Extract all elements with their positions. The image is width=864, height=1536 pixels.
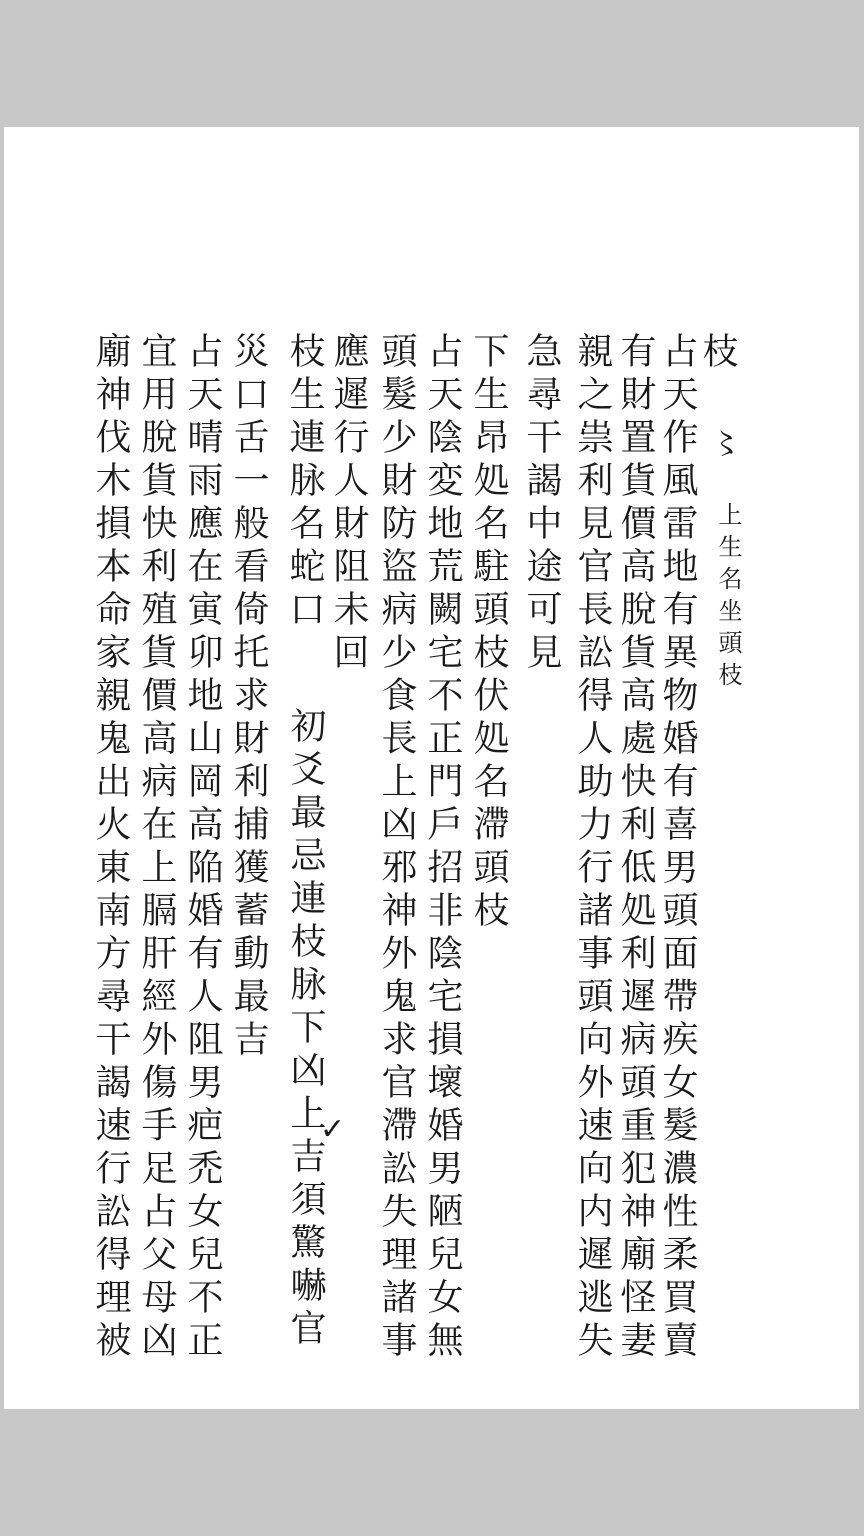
- section-heading: 上生名坐頭枝: [714, 502, 742, 694]
- text-column-5: 急尋干謁中途可見: [521, 332, 562, 676]
- heading-mark: 〻: [711, 427, 741, 462]
- text-column-1: 枝: [697, 332, 738, 375]
- manuscript-page: [4, 127, 859, 1409]
- text-column-13: 宜用脫貨快利殖貨價高病在上膈肝經外傷手足占父母凶: [136, 332, 177, 1364]
- text-column-12: 占天晴雨應在寅卯地山岡高陥婚有人阻男疤禿女兒不正: [182, 332, 223, 1364]
- text-column-4: 親之祟利見官長訟得人助力行諸事頭向外速向内遲逃失: [572, 332, 613, 1364]
- text-column-6: 下生昂処名駐頭枝伏処名滯頭枝: [468, 332, 509, 934]
- text-column-8: 頭髮少財防盜病少食長上凶邪神外鬼求官滯訟失理諸事: [376, 332, 417, 1364]
- text-column-7: 占天陰変地荒闕宅不正門戶招非陰宅損壞婚男陋兒女無: [422, 332, 463, 1364]
- text-column-11: 災口舌一般看倚托求財利捕獲蓄動最吉: [228, 332, 269, 1063]
- text-column-14: 廟神伐木損本命家親鬼出火東南方尋干謁速行訟得理被: [90, 332, 131, 1364]
- text-column-10: 枝生連脉名蛇口: [284, 332, 325, 633]
- text-column-3: 有財置貨價高脫貨高處快利低処利遲病頭重犯神廟怪妻: [615, 332, 656, 1364]
- text-column-2: 占天作風雷地有異物婚有喜男頭面帶疾女髮濃性柔買賣: [657, 332, 698, 1364]
- text-column-9: 應遲行人財阻未回: [328, 332, 369, 676]
- inner-note-column: 初爻最忌連枝脉下凶上吉須驚嚇官: [285, 707, 326, 1352]
- check-mark: ✓: [320, 1112, 346, 1147]
